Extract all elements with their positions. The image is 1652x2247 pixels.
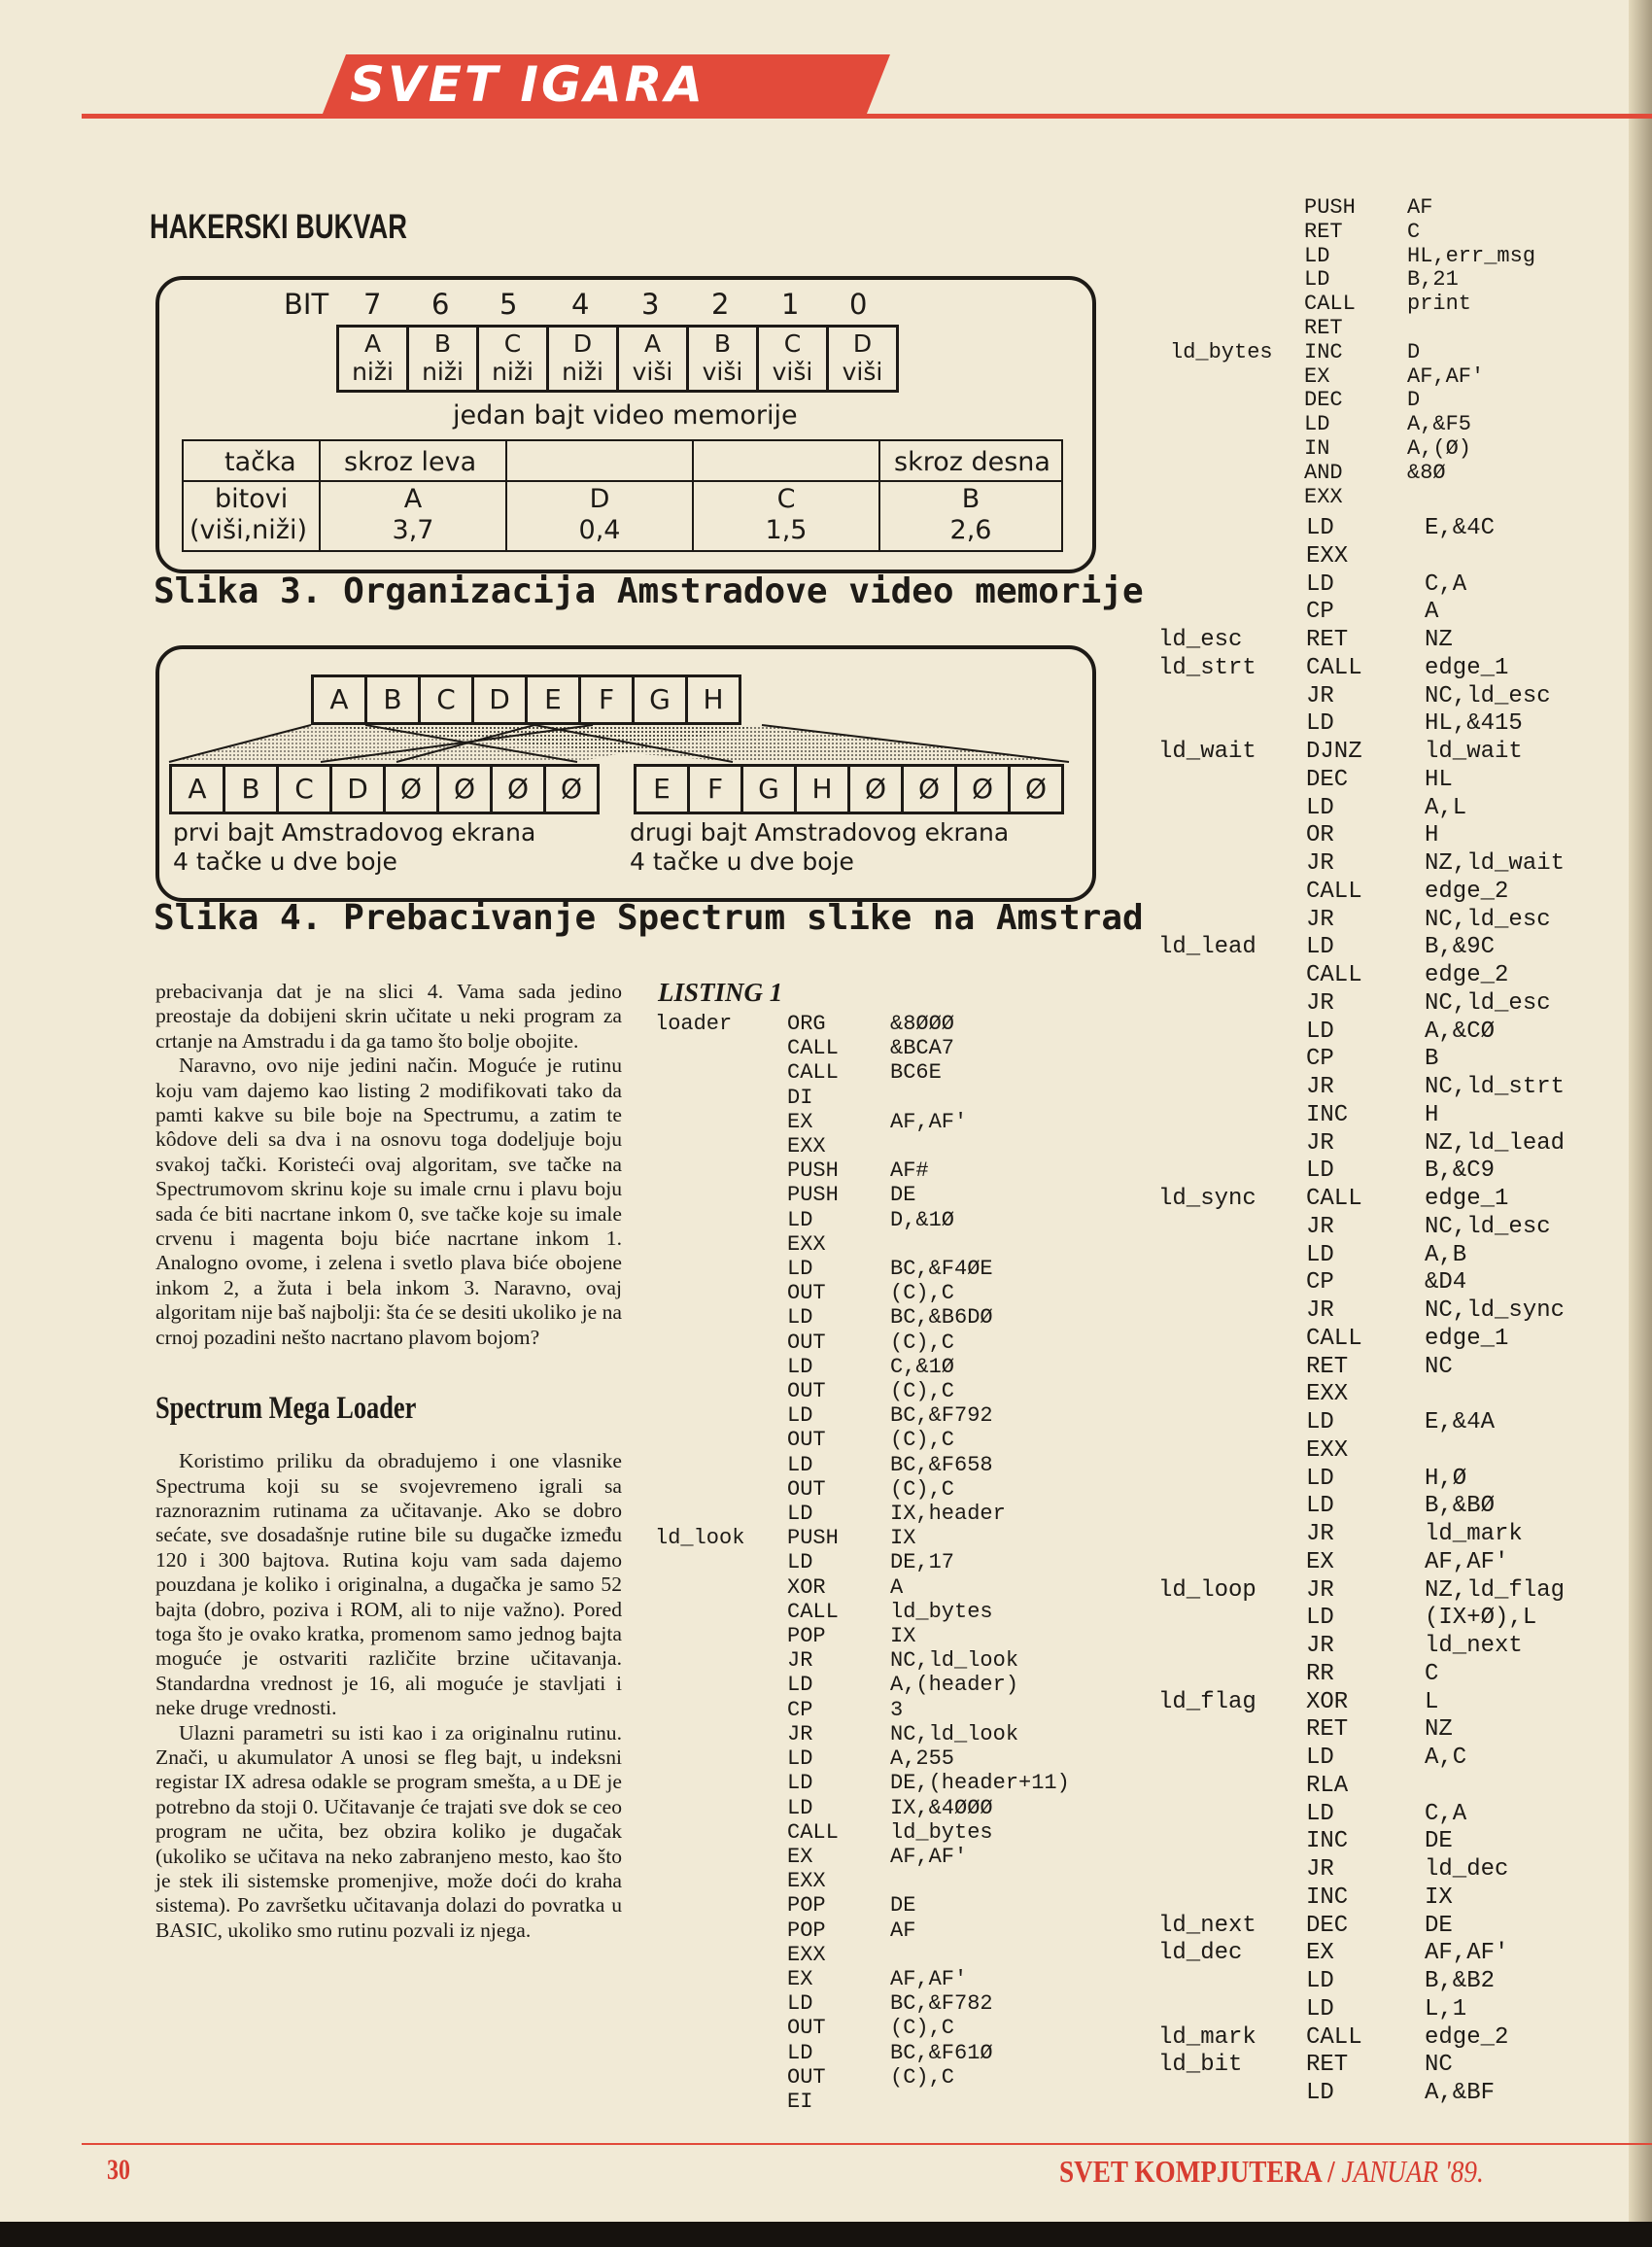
bit-number: 2 xyxy=(711,288,730,321)
table-cell: B 2,6 xyxy=(878,480,1063,552)
table-cell: skroz desna xyxy=(878,439,1063,482)
listing-operands: AF C HL,err_msg B,21 print D AF,AF' D A,&F5 A,(Ø) &8Ø xyxy=(1407,195,1536,485)
table-cell: A 3,7 xyxy=(319,480,507,552)
pixel-cell: Ø xyxy=(901,764,957,814)
bit-cell: C viši xyxy=(756,325,829,393)
pixel-cell: Ø xyxy=(954,764,1011,814)
figure4-caption: Slika 4. Prebacivanje Spectrum slike na Amstrad xyxy=(154,898,1144,938)
bit-number: 5 xyxy=(499,288,518,321)
pixel-cell: G xyxy=(740,764,797,814)
footer-magazine xyxy=(1059,2154,1484,2190)
footer-rule xyxy=(82,2143,1652,2145)
table-cell xyxy=(692,439,880,482)
first-byte-label: prvi bajt Amstradovog ekrana xyxy=(173,818,536,847)
page-number: 30 xyxy=(107,2154,130,2186)
magazine-issue: JANUAR '89. xyxy=(1341,2154,1484,2189)
listing-mnemonics: LD EXX LD CP RET CALL JR LD DJNZ DEC LD OR JR CALL JR LD CALL JR LD CP JR INC JR LD CALL JR LD CP JR CALL RET EXX LD EXX LD LD JR EX JR LD JR RR XOR RET LD RLA LD INC JR INC DEC EX LD LD CALL RET LD xyxy=(1306,515,1362,2106)
first-byte-points: 4 tačke u dve boje xyxy=(173,847,397,876)
pixel-cell: Ø xyxy=(543,764,600,814)
table-cell: C 1,5 xyxy=(692,480,880,552)
pixel-cell: H xyxy=(685,674,741,725)
listing-labels: loader ld_look xyxy=(655,1012,745,1551)
bit-number: 3 xyxy=(641,288,660,321)
pixel-cell: Ø xyxy=(847,764,904,814)
pixel-cell: Ø xyxy=(1008,764,1064,814)
page-edge-shadow xyxy=(1629,0,1652,2222)
figure4-bottom-row-left xyxy=(169,764,597,814)
article-paragraph: prebacivanja dat je na slici 4. Vama sada jedino preostaje da dobijeni skrin učitate u neki program za crtanje na Amstradu i da ga tamo što bolje obojite. xyxy=(155,980,622,1053)
table-cell: tačka xyxy=(182,439,321,482)
listing-mnemonics: PUSH RET LD LD CALL RET INC EX DEC LD IN AND EXX xyxy=(1304,195,1356,509)
pixel-cell: D xyxy=(329,764,386,814)
pixel-cell: F xyxy=(578,674,635,725)
pixel-cell: E xyxy=(634,764,690,814)
column-title: HAKERSKI BUKVAR xyxy=(150,208,407,246)
pixel-cell: E xyxy=(525,674,581,725)
pixel-cell: A xyxy=(311,674,367,725)
pixel-cell: F xyxy=(687,764,743,814)
banner-title: SVET IGARA xyxy=(350,56,706,113)
bit-cell: A viši xyxy=(616,325,689,393)
figure4-bottom-row-right xyxy=(634,764,1061,814)
pixel-cell: Ø xyxy=(383,764,439,814)
listing-title: LISTING 1 xyxy=(658,978,783,1007)
pixel-cell: B xyxy=(223,764,279,814)
figure3-caption: Slika 3. Organizacija Amstradove video memorije xyxy=(154,571,1144,611)
pixel-cell: C xyxy=(276,764,332,814)
pixel-cell: A xyxy=(169,764,225,814)
bit-number: 0 xyxy=(849,288,868,321)
header-rule xyxy=(82,114,1652,119)
table-cell: D 0,4 xyxy=(505,480,694,552)
bit-number: 4 xyxy=(571,288,590,321)
magazine-name: SVET KOMPJUTERA / xyxy=(1059,2154,1335,2189)
pixel-cell: C xyxy=(418,674,474,725)
article-paragraph: Ulazni parametri su isti kao i za originalnu rutinu. Znači, u akumulator A unosi se fleg bajt, u indeksni registar IX adresa odakle se program smešta, a u DE je potrebno da stoji 0. Učitavanje će trajati sve dok se ceo program ne učita, bez obzira koliko je dugačak (ukoliko se učitava na neko zabranjeno mesto, kao što je stek ili sistemske promenjive, može doći do kraha sistema). Po završetku učitavanja dolazi do povratka u BASIC, ukoliko smo rutinu pozvali iz njega. xyxy=(155,1720,622,1942)
article-subheading: Spectrum Mega Loader xyxy=(155,1391,417,1427)
bit-cell: B niži xyxy=(406,325,479,393)
bit-cell: D viši xyxy=(826,325,899,393)
pixel-cell: D xyxy=(471,674,528,725)
figure4-top-row xyxy=(311,674,739,725)
pixel-cell: Ø xyxy=(436,764,493,814)
scan-border xyxy=(0,2222,1652,2247)
bit-cell: A niži xyxy=(336,325,409,393)
figure3-bit-label: BIT xyxy=(284,288,329,321)
article-paragraph: Naravno, ovo nije jedini način. Moguće je rutinu koju vam dajemo kao listing 2 modifikovati tako da pamti kakve su bile boje na Spectrumu, a zatim te kôdove deli sa dva i na osnovu toga dodeljuje boju svakoj tački. Koristeći ovaj algoritam, sve tačke na Spectrumovom skrinu koje su imale crnu i plavu boju sada će biti nacrtane inkom 0, sve tačke koje su imale crvenu i magenta boju biće nacrtane inkom 1. Analogno ovome, i zelena i svetlo plava biće obojene inkom 2, a žuta i bela inkom 3. Naravno, ovaj algoritam nije baš najbolji: šta će se desiti ukoliko je na crnoj pozadini nešto nacrtano plavom bojom? xyxy=(155,1054,622,1349)
article-body xyxy=(155,980,622,1943)
pixel-cell: Ø xyxy=(490,764,546,814)
second-byte-label: drugi bajt Amstradovog ekrana xyxy=(630,818,1010,847)
listing-labels: ld_bytes xyxy=(1170,339,1273,364)
bit-number: 6 xyxy=(431,288,450,321)
listing-labels: ld_esc ld_strt ld_wait ld_lead ld_sync ld_loop ld_flag ld_next ld_dec ld_mark ld_bit xyxy=(1158,627,1256,2079)
table-cell: bitovi (viši,niži) xyxy=(182,480,321,552)
pixel-cell: G xyxy=(632,674,688,725)
second-byte-points: 4 tačke u dve boje xyxy=(630,847,854,876)
bit-cell: D niži xyxy=(546,325,619,393)
table-cell: skroz leva xyxy=(319,439,507,482)
bit-number: 7 xyxy=(363,288,382,321)
bit-cell: C niži xyxy=(476,325,549,393)
listing-operands: E,&4C C,A A NZ edge_1 NC,ld_esc HL,&415 ld_wait HL A,L H NZ,ld_wait edge_2 NC,ld_esc B,&9C edge_2 NC,ld_esc A,&CØ B NC,ld_strt H NZ,ld_lead B,&C9 edge_1 NC,ld_esc A,B &D4 NC,ld_sync edge_1 NC E,&4A H,Ø B,&BØ ld_mark AF,AF' NZ,ld_flag (IX+Ø),L ld_next C L NZ A,C C,A DE ld_dec IX DE AF,AF' B,&B2 L,1 edge_2 NC A,&BF xyxy=(1425,515,1566,2106)
bit-cell: B viši xyxy=(686,325,759,393)
pixel-cell: B xyxy=(364,674,421,725)
listing-mnemonics: ORG CALL CALL DI EX EXX PUSH PUSH LD EXX LD OUT LD OUT LD OUT LD OUT LD OUT LD PUSH LD XOR CALL POP JR LD CP JR LD LD LD CALL EX EXX POP POP EXX EX LD OUT LD OUT EI xyxy=(787,1012,839,2114)
article-paragraph: Koristimo priliku da obradujemo i one vlasnike Spectruma koji su se svojevremeno igrali sa raznoraznim rutinama za učitavanje. Ako se dobro sećate, sve dosadašnje rutine bile su dugačke između 120 i 300 bajtova. Rutina koju vam sada dajemo pouzdana je koliko i originalna, a dugačka je samo 52 bajta (dobro, poziva i ROM, ali to nije važno). Pored toga što je ovako kratka, promenom samo jednog bajta moguće je ostvariti različite brzine učitavanja. Standardna vrednost je 16, ali moguće je stavljati i neke druge vrednosti. xyxy=(155,1449,622,1720)
pixel-cell: H xyxy=(794,764,850,814)
byte-label: jedan bajt video memorije xyxy=(453,400,798,431)
table-cell xyxy=(505,439,694,482)
mapping-lines xyxy=(155,719,1088,768)
bit-number: 1 xyxy=(781,288,800,321)
listing-operands: &8ØØØ &BCA7 BC6E AF,AF' AF# DE D,&1Ø BC,&F4ØE (C),C BC,&B6DØ (C),C C,&1Ø (C),C BC,&F792 (C),C BC,&F658 (C),C IX,header IX DE,17 A ld_bytes IX NC,ld_look A,(header) 3 NC,ld_look A,255 DE,(header+11) IX,&4ØØØ ld_bytes AF,AF' DE AF AF,AF' BC,&F782 (C),C BC,&F61Ø (C),C xyxy=(890,1012,1070,2090)
